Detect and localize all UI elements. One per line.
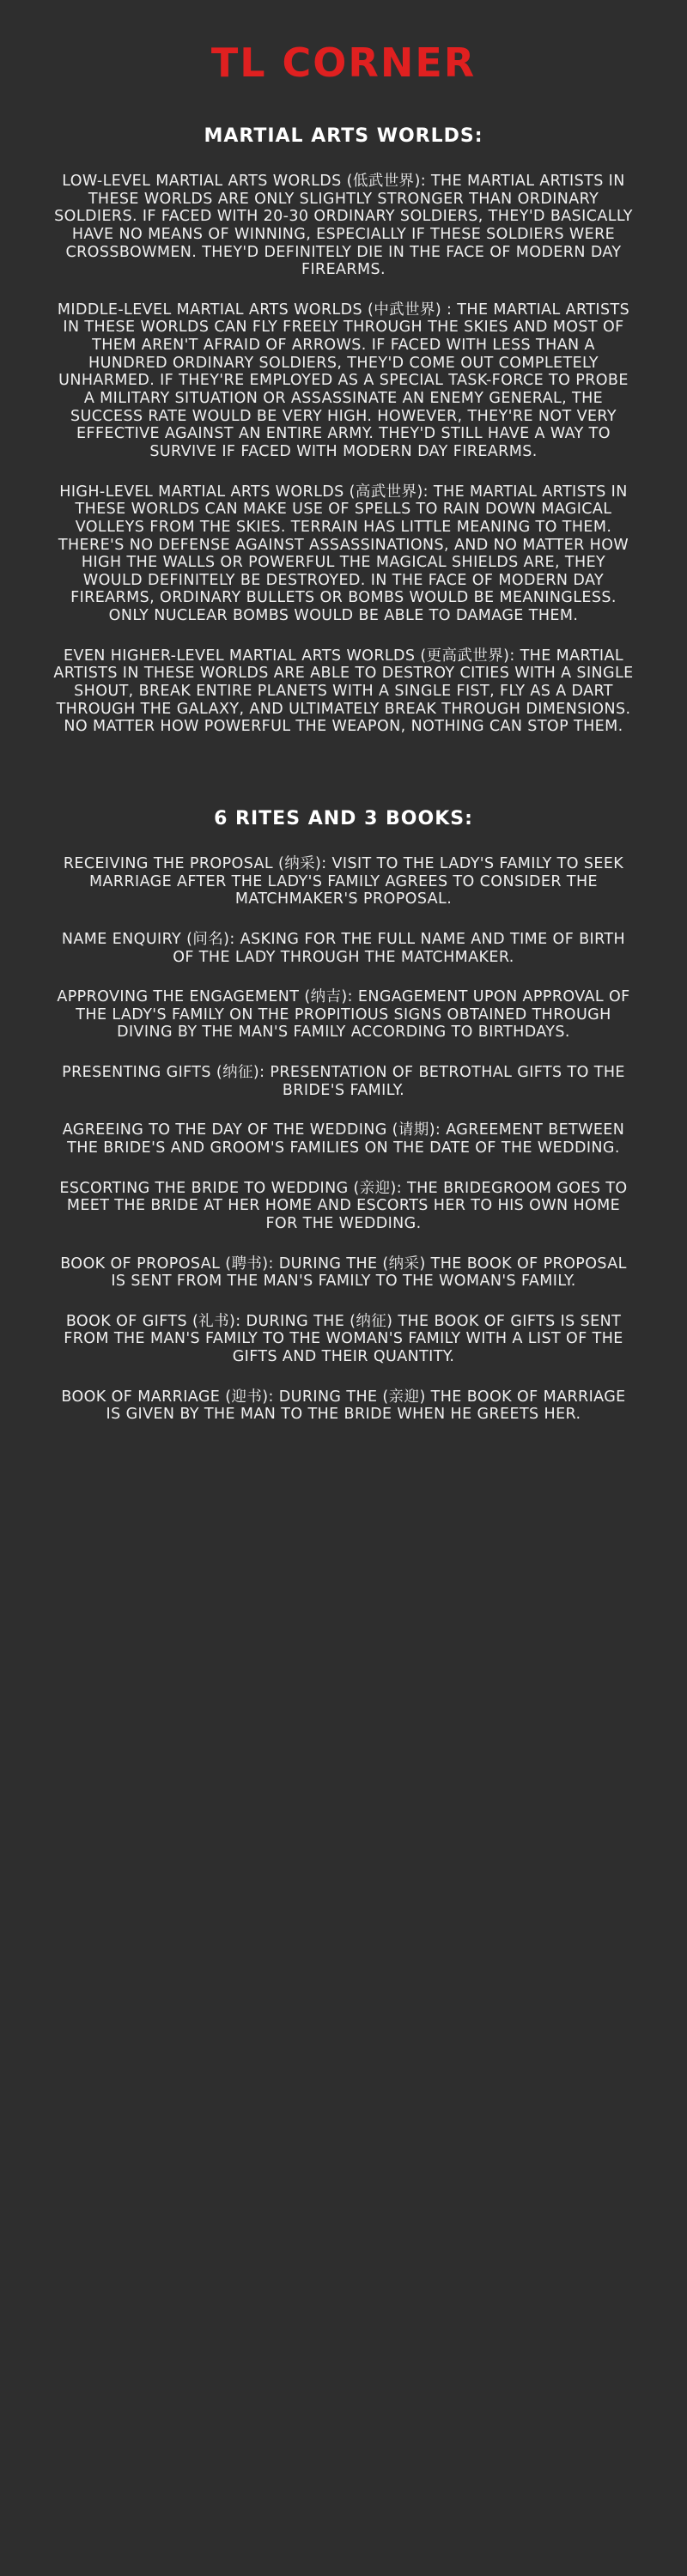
entry-name-enquiry <box>52 931 635 966</box>
entry-middle-level-martial-arts-worlds <box>52 301 635 461</box>
entry-presenting-gifts <box>52 1064 635 1099</box>
entry-text: BOOK OF PROPOSAL (聘书): DURING THE (纳采) THE BOOK OF PROPOSAL IS SENT FROM THE MAN'S FAMILY TO THE WOMAN'S FAMILY. <box>60 1255 627 1291</box>
entry-text: PRESENTING GIFTS (纳征): PRESENTATION OF BETROTHAL GIFTS TO THE BRIDE'S FAMILY. <box>62 1064 625 1099</box>
entry-approving-the-engagement <box>52 988 635 1042</box>
entry-text: EVEN HIGHER-LEVEL MARTIAL ARTS WORLDS (更高武世界): THE MARTIAL ARTISTS IN THESE WORLDS ARE ABLE TO DESTROY CITIES WITH A SINGLE SHOUT, BREAK ENTIRE PLANETS WITH A SINGLE FIST, FLY AS A DART THROUGH THE GALAXY, AND ULTIMATELY BREAK THROUGH DIMENSIONS. NO MATTER HOW POWERFUL THE WEAPON, NOTHING CAN STOP THEM. <box>53 647 634 736</box>
entry-book-of-marriage <box>52 1388 635 1424</box>
entry-even-higher-level-martial-arts-worlds <box>52 647 635 736</box>
page-title: TL CORNER <box>210 39 477 86</box>
entry-text: APPROVING THE ENGAGEMENT (纳吉): ENGAGEMENT UPON APPROVAL OF THE LADY'S FAMILY ON THE PROPITIOUS SIGNS OBTAINED THROUGH DIVING BY THE MAN'S FAMILY ACCORDING TO BIRTHDAYS. <box>57 988 630 1042</box>
entry-receiving-the-proposal <box>52 855 635 908</box>
entry-low-level-martial-arts-worlds <box>52 173 635 279</box>
entry-text: BOOK OF GIFTS (礼书): DURING THE (纳征) THE BOOK OF GIFTS IS SENT FROM THE MAN'S FAMILY TO THE WOMAN'S FAMILY WITH A LIST OF THE GIFTS AND THEIR QUANTITY. <box>64 1312 623 1366</box>
entry-text: LOW-LEVEL MARTIAL ARTS WORLDS (低武世界): THE MARTIAL ARTISTS IN THESE WORLDS ARE ONLY SLIGHTLY STRONGER THAN ORDINARY SOLDIERS. IF FACED WITH 20-30 ORDINARY SOLDIERS, THEY'D BASICALLY HAVE NO MEANS OF WINNING, ESPECIALLY IF THESE SOLDIERS WERE CROSSBOWMEN. THEY'D DEFINITELY DIE IN THE FACE OF MODERN DAY FIREARMS. <box>54 173 633 279</box>
entry-book-of-proposal <box>52 1255 635 1291</box>
entry-text: ESCORTING THE BRIDE TO WEDDING (亲迎): THE BRIDEGROOM GOES TO MEET THE BRIDE AT HER HOME AND ESCORTS HER TO HIS OWN HOME FOR THE WEDDING. <box>59 1179 628 1232</box>
entry-book-of-gifts <box>52 1313 635 1366</box>
entry-text: RECEIVING THE PROPOSAL (纳采): VISIT TO THE LADY'S FAMILY TO SEEK MARRIAGE AFTER THE LADY'S FAMILY AGREES TO CONSIDER THE MATCHMAKER'S PROPOSAL. <box>63 854 624 908</box>
entry-text: HIGH-LEVEL MARTIAL ARTS WORLDS (高武世界): THE MARTIAL ARTISTS IN THESE WORLDS CAN MAKE USE OF SPELLS TO RAIN DOWN MAGICAL VOLLEYS FROM THE SKIES. TERRAIN HAS LITTLE MEANING TO THEM. THERE'S NO DEFENSE AGAINST ASSASSINATIONS, AND NO MATTER HOW HIGH THE WALLS OR POWERFUL THE MAGICAL SHIELDS ARE, THEY WOULD DEFINITELY BE DESTROYED. IN THE FACE OF MODERN DAY FIREARMS, ORDINARY BULLETS OR BOMBS WOULD BE MEANINGLESS. ONLY NUCLEAR BOMBS WOULD BE ABLE TO DAMAGE THEM. <box>58 483 629 625</box>
entry-text: NAME ENQUIRY (问名): ASKING FOR THE FULL NAME AND TIME OF BIRTH OF THE LADY THROUGH THE MATCHMAKER. <box>61 930 626 966</box>
section-heading-martial-arts-worlds: MARTIAL ARTS WORLDS: <box>204 125 483 147</box>
entry-text: BOOK OF MARRIAGE (迎书): DURING THE (亲迎) THE BOOK OF MARRIAGE IS GIVEN BY THE MAN TO THE BRIDE WHEN HE GREETS HER. <box>61 1388 626 1424</box>
entry-agreeing-to-the-day-of-the-wedding <box>52 1121 635 1157</box>
entry-high-level-martial-arts-worlds <box>52 483 635 625</box>
entry-text: MIDDLE-LEVEL MARTIAL ARTS WORLDS (中武世界) : THE MARTIAL ARTISTS IN THESE WORLDS CAN FLY FREELY THROUGH THE SKIES AND MOST OF THEM AREN'T AFRAID OF ARROWS. IF FACED WITH LESS THAN A HUNDRED ORDINARY SOLDIERS, THEY'D COME OUT COMPLETELY UNHARMED. IF THEY'RE EMPLOYED AS A SPECIAL TASK-FORCE TO PROBE A MILITARY SITUATION OR ASSASSINATE AN ENEMY GENERAL, THE SUCCESS RATE WOULD BE VERY HIGH. HOWEVER, THEY'RE NOT VERY EFFECTIVE AGAINST AN ENTIRE ARMY. THEY'D STILL HAVE A WAY TO SURVIVE IF FACED WITH MODERN DAY FIREARMS. <box>57 301 630 460</box>
section-heading-rites-and-books: 6 RITES AND 3 BOOKS: <box>214 807 473 829</box>
section-spacer <box>52 758 635 787</box>
entry-text: AGREEING TO THE DAY OF THE WEDDING (请期): AGREEMENT BETWEEN THE BRIDE'S AND GROOM'S FAMILIES ON THE DATE OF THE WEDDING. <box>62 1121 625 1157</box>
entry-escorting-the-bride-to-wedding <box>52 1180 635 1233</box>
